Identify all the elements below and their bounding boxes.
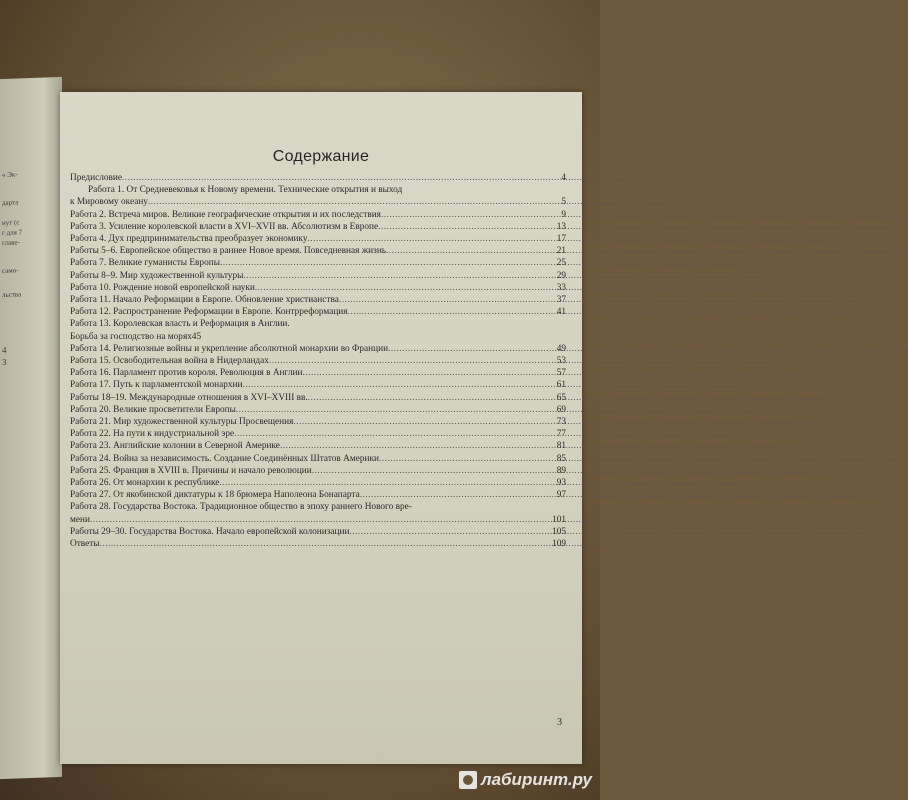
book-page (60, 92, 582, 764)
toc-leader-dots (312, 465, 556, 477)
toc-entry-page: 57 (556, 368, 566, 379)
toc-entry-title: Работа 20. Великие просветители Европы (70, 404, 236, 415)
toc-entry (70, 416, 566, 428)
toc-entry (70, 282, 566, 294)
toc-entry-page: 85 (556, 453, 566, 464)
toc-entry (70, 233, 566, 245)
toc-entry-title: Работа 15. Освободительная война в Нидерландах (70, 356, 269, 367)
table-of-contents (70, 172, 566, 550)
toc-leader-dots (308, 392, 556, 404)
toc-entry-page: 4 (561, 173, 566, 183)
toc-entry-title: Работа 17. Путь к парламентской монархии (70, 380, 243, 391)
toc-entry (70, 172, 566, 184)
toc-entry (70, 404, 566, 416)
toc-entry (70, 379, 566, 391)
toc-leader-dots (236, 404, 556, 416)
toc-leader-dots (360, 489, 556, 501)
toc-entry-page: 5 (561, 197, 566, 208)
toc-entry-title: Работа 27. От якобинской диктатуры к 18 брюмера Наполеона Бонапарта (70, 490, 360, 501)
toc-leader-dots (293, 416, 555, 428)
toc-entry (70, 221, 566, 233)
watermark-text: лабиринт.ру (481, 770, 592, 789)
toc-entry-page: 53 (556, 356, 566, 367)
toc-entry-title: Работа 1. От Средневековья к Новому времени. Технические открытия и выход (88, 185, 403, 196)
toc-entry (70, 477, 566, 489)
toc-entry (70, 428, 566, 440)
toc-leader-dots (349, 526, 551, 538)
toc-leader-dots (220, 257, 556, 269)
toc-entry-title: Работа 14. Религиозные войны и укрепление абсолютной монархии во Франции (70, 343, 389, 354)
left-page-fragment: г для 7 (2, 228, 23, 238)
toc-entry-page: 93 (556, 478, 566, 489)
toc-entry-page: 37 (556, 295, 566, 306)
toc-entry-page: 41 (556, 307, 566, 318)
toc-leader-dots (379, 453, 556, 465)
toc-entry-title: Работа 2. Встреча миров. Великие географические открытия и их последствия (70, 209, 381, 220)
toc-entry (70, 489, 566, 501)
toc-entry-page: 9 (561, 209, 566, 220)
watermark (459, 770, 592, 790)
toc-leader-dots (90, 514, 551, 526)
toc-leader-dots (243, 270, 555, 282)
toc-entry-page: 17 (556, 234, 566, 245)
toc-entry: Работа 13. Королевская власть и Реформация в Англии. (70, 319, 290, 330)
toc-entry-page: 73 (556, 417, 566, 428)
toc-entry (70, 453, 566, 465)
left-page-fragment: дарта (2, 198, 19, 208)
toc-leader-dots (269, 355, 556, 367)
toc-entry-title-cont: мени (70, 514, 90, 525)
left-page-fragment: нут (с (2, 218, 20, 228)
toc-entry (70, 465, 566, 477)
toc-entry-title: Работа 11. Начало Реформации в Европе. Обновление христианства (70, 295, 339, 306)
toc-entry (70, 343, 566, 355)
toc-leader-dots (243, 379, 556, 391)
toc-entry-title: Работа 25. Франция в XVIII в. Причины и начало революции (70, 465, 312, 476)
toc-entry-page: 25 (556, 258, 566, 269)
toc-entry-page: 105 (552, 526, 566, 537)
toc-entry (70, 367, 566, 379)
toc-entry (70, 294, 566, 306)
toc-leader-dots (280, 440, 556, 452)
toc-entry (70, 209, 566, 221)
toc-entry (70, 526, 566, 538)
left-page-fragment: « Эк- (2, 170, 18, 180)
toc-leader-dots (255, 282, 556, 294)
toc-entry-title: Предисловие (70, 173, 122, 183)
toc-leader-dots (307, 233, 555, 245)
toc-leader-dots (148, 196, 560, 208)
toc-entry-title: Работа 12. Распространение Реформации в Европе. Контрреформация (70, 307, 348, 318)
toc-entry (70, 257, 566, 269)
toc-entry (70, 392, 566, 404)
toc-entry-page: 101 (552, 514, 566, 525)
left-page-fragment: 4 (2, 344, 7, 356)
left-page-fragment: 3 (2, 356, 7, 368)
toc-leader-dots (219, 477, 555, 489)
toc-leader-dots (378, 221, 556, 233)
toc-entry-title: Работа 24. Война за независимость. Создание Соединённых Штатов Америки (70, 453, 379, 464)
toc-entry-page: 29 (556, 270, 566, 281)
toc-entry-page: 65 (556, 392, 566, 403)
toc-leader-dots (339, 294, 556, 306)
toc-leader-dots (234, 428, 556, 440)
toc-leader-dots (302, 367, 555, 379)
left-page-fragment: главе- (2, 238, 20, 248)
toc-entry (70, 514, 566, 526)
left-page-edge (0, 77, 62, 779)
toc-leader-dots (348, 306, 556, 318)
toc-entry-page: 77 (556, 429, 566, 440)
toc-entry-title: Работы 18–19. Международные отношения в XVI–XVIII вв. (70, 392, 308, 403)
toc-entry-page: 13 (556, 221, 566, 232)
toc-leader-dots (122, 172, 560, 184)
toc-leader-dots (381, 209, 560, 221)
toc-entry-title: Работа 4. Дух предпринимательства преобразует экономику (70, 234, 308, 245)
toc-entry-page: 21 (556, 246, 566, 257)
toc-entry-title: Работа 10. Рождение новой европейской науки (70, 282, 255, 293)
toc-entry (70, 440, 566, 452)
toc-entry-page: 69 (556, 404, 566, 415)
left-page-fragment: само- (2, 266, 19, 276)
toc-leader-dots (388, 343, 556, 355)
toc-entry-title-cont: к Мировому океану (70, 197, 148, 208)
toc-entry-title: Ответы (70, 539, 100, 550)
toc-entry-page: 49 (556, 343, 566, 354)
toc-entry-page: 89 (556, 465, 566, 476)
toc-entry (70, 270, 566, 282)
toc-entry-title: Работа 16. Парламент против короля. Революция в Англии (70, 368, 303, 379)
toc-entry-title: Работа 21. Мир художественной культуры Просвещения (70, 417, 294, 428)
toc-entry-title: Работа 3. Усиление королевской власти в XVI–XVII вв. Абсолютизм в Европе (70, 221, 379, 232)
toc-entry-title: Работа 7. Великие гуманисты Европы (70, 258, 220, 269)
toc-entry-page: 97 (556, 490, 566, 501)
page-title: Содержание (272, 148, 370, 165)
toc-entry-title: Работы 29–30. Государства Востока. Начало европейской колонизации (70, 526, 350, 537)
toc-entry-page: 81 (556, 441, 566, 452)
toc-entry (70, 196, 566, 208)
toc-entry-page: 33 (556, 282, 566, 293)
toc-entry-title: Работы 8–9. Мир художественной культуры (70, 270, 244, 281)
toc-entry (70, 538, 566, 550)
page-number: 3 (557, 717, 562, 728)
labirint-logo-icon (459, 771, 477, 789)
toc-entry-page: 109 (552, 539, 566, 550)
toc-entry-title: Работа 22. На пути к индустриальной эре (70, 429, 235, 440)
toc-entry (70, 245, 566, 257)
toc-entry-title: Работа 26. От монархии к республике (70, 478, 220, 489)
toc-entry-title: Работа 28. Государства Востока. Традиционное общество в эпоху раннего Нового вре- (70, 502, 412, 513)
toc-entry: Борьба за господство на морях45 (70, 331, 202, 342)
toc-leader-dots (100, 538, 551, 550)
toc-entry-title: Работа 23. Английские колонии в Северной Америке (70, 441, 280, 452)
toc-entry-page: 61 (556, 380, 566, 391)
left-page-fragment: льства (2, 290, 22, 300)
toc-leader-dots (386, 245, 556, 257)
toc-entry (70, 355, 566, 367)
toc-entry (70, 306, 566, 318)
toc-entry-title: Работы 5–6. Европейское общество в раннее Новое время. Повседневная жизнь (70, 246, 387, 257)
